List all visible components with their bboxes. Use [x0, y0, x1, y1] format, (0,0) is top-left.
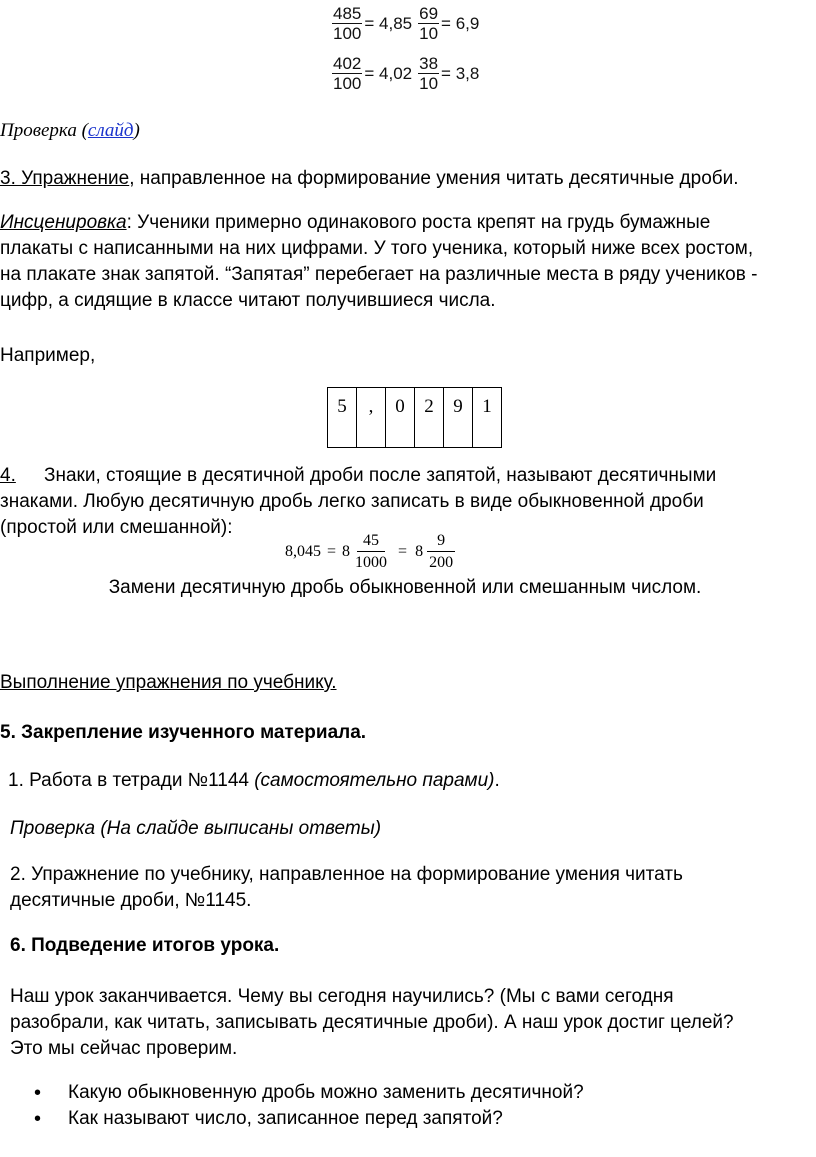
summary-paragraph: Наш урок заканчивается. Чему вы сегодня научились? (Мы с вами сегодня разобрали, как читать, записывать десятичные дроби). А наш урок достиг целей? Это мы сейчас проверим.	[10, 986, 734, 1059]
fraction: $\frac{485}{100}$	[333, 4, 362, 43]
list-item: • Как называют число, записанное перед запятой?	[34, 1106, 584, 1132]
section-6-heading: 6. Подведение итогов урока.	[10, 935, 280, 956]
section-5-heading: 5. Закрепление изученного материала.	[0, 722, 367, 743]
digit-cell: 2	[415, 388, 444, 448]
formula-row-1: $\frac{485}{100}$ = 4,85 $\frac{69}{10}$ = 6,9	[333, 4, 480, 43]
fraction: $\frac{69}{10}$	[419, 4, 439, 43]
section-4: 4.Знаки, стоящие в десятичной дроби после запятой, называют десятичными знаками. Любую десятичную дробь легко записать в виде обыкновенной дроби (простой или смешанной):	[0, 465, 717, 538]
fraction: $\frac{38}{10}$	[419, 54, 439, 93]
slide-link[interactable]: слайд	[87, 120, 134, 141]
digit-cell: 5	[328, 388, 357, 448]
textbook-exercise: Выполнение упражнения по учебнику.	[0, 672, 337, 693]
digit-cell: ,	[357, 388, 386, 448]
example-label: Например,	[0, 345, 96, 366]
digit-cell: 0	[386, 388, 415, 448]
work-1: 1. Работа в тетради №1144 (самостоятельно парами).	[8, 770, 500, 791]
fraction: 9 200	[429, 532, 454, 571]
list-item: • Какую обыкновенную дробь можно заменить десятичной?	[34, 1080, 584, 1106]
digit-cell: 9	[444, 388, 473, 448]
fraction: $\frac{402}{100}$	[333, 54, 362, 93]
digit-cell: 1	[473, 388, 502, 448]
check-answers: Проверка (На слайде выписаны ответы)	[10, 818, 382, 839]
work-2: 2. Упражнение по учебнику, направленное на формирование умения читать десятичные дроби, №1145.	[10, 864, 683, 911]
sample-formula: 8,045 = 8 $\frac{45}{1000}$ = 8 9 200	[285, 532, 454, 571]
staging-paragraph: Инсценировка: Ученики примерно одинакового роста крепят на грудь бумажные плакаты с написанными на них цифрами. У того ученика, который ниже всех ростом, на плакате знак запятой. “Запятая” перебегает на различные места в ряду учеников - цифр, а сидящие в классе читают получившиеся числа.	[0, 212, 758, 311]
check-slide-line: Проверка (слайд)	[0, 120, 140, 141]
fraction: $\frac{45}{1000}$	[355, 532, 388, 571]
exercise-3: 3. Упражнение, направленное на формирование умения читать десятичные дроби.	[0, 168, 739, 189]
question-list	[34, 1080, 584, 1132]
replace-task: Замени десятичную дробь обыкновенной или смешанным числом.	[108, 577, 702, 598]
digit-sequence-table	[327, 387, 502, 448]
formula-row-2: $\frac{402}{100}$ = 4,02 $\frac{38}{10}$ = 3,8	[333, 54, 480, 93]
